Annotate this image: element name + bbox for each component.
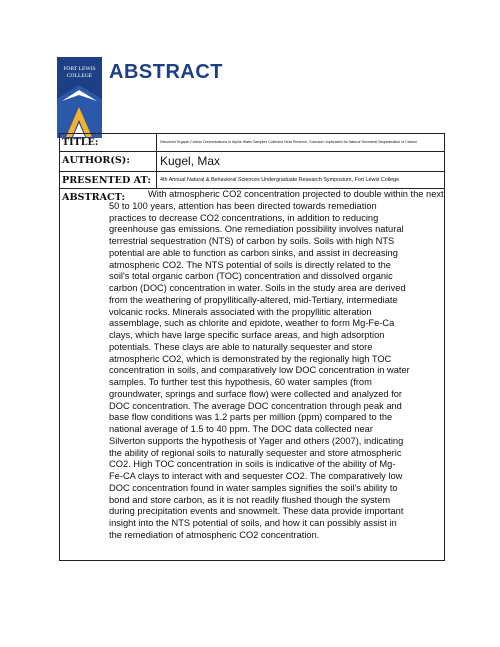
- abstract-line: practices to decrease CO2 concentrations, in addition to reducing: [109, 212, 379, 223]
- abstract-line: clays, which have large specific surface areas, and high adsorption: [109, 330, 385, 340]
- abstract-line: soil's total organic carbon (TOC) concentration and dissolved organic: [109, 271, 393, 282]
- abstract-line: terrestrial sequestration (NTS) of carbon by soils. Soils with high NTS: [109, 236, 395, 246]
- abstract-form-table: [59, 133, 445, 561]
- title-label: TITLE:: [60, 134, 157, 151]
- abstract-line: bond and store carbon, as it is not readily flushed though the system: [109, 494, 391, 505]
- abstract-line: potentials. These clays are able to naturally sequester and store: [109, 341, 373, 352]
- presented-at-row: [60, 172, 444, 189]
- abstract-line: With atmospheric CO2 concentration projected to double within the next: [148, 189, 444, 199]
- abstract-line: from the weathering of propyllitically-altered, mid-Tertiary, intermediate: [109, 294, 398, 305]
- abstract-lines: [109, 189, 444, 542]
- abstract-line: potential are able to function as carbon sinks, and assist in decreasing: [109, 247, 398, 258]
- abstract-line: DOC concentration found in water samples signifies the soil's ability to: [109, 482, 398, 493]
- page-title: ABSTRACT: [109, 61, 223, 83]
- abstract-line: CO2. High TOC concentration in soils is indicative of the ability of Mg-: [109, 459, 396, 470]
- abstract-label: ABSTRACT:: [62, 192, 126, 203]
- title-row: [60, 134, 444, 152]
- abstract-line: assemblage, such as chlorite and epidote, weather to form Mg-Fe-Ca: [109, 318, 395, 329]
- abstract-line: carbon (DOC) concentration in water. Soils in the study area are derived: [109, 283, 406, 293]
- abstract-line: groundwater, springs and surface flow) were collected and analyzed for: [109, 388, 403, 399]
- abstract-body: [60, 188, 444, 548]
- fort-lewis-college-logo: [57, 57, 102, 138]
- abstract-line: during precipitation events and snowmelt. These data provide important: [109, 506, 404, 517]
- abstract-line: insight into the NTS potential of soils, and how it can possibly assist in: [109, 518, 397, 528]
- author-row: [60, 152, 444, 172]
- abstract-line: DOC concentration. The average DOC concentration through peak and: [109, 400, 402, 411]
- author-label: AUTHOR(S):: [60, 152, 157, 171]
- logo-text: FORT LEWIS COLLEGE: [63, 66, 96, 79]
- author-value: Kugel, Max: [160, 154, 221, 168]
- presented-at-value: 4th Annual Natural & Behavioral Sciences Undergraduate Research Symposium, Fort Lewis College: [160, 177, 400, 183]
- presented-at-label: PRESENTED AT:: [60, 172, 157, 188]
- abstract-line: atmospheric CO2, which is demonstrated by the regionally high TOC: [109, 353, 392, 364]
- abstract-line: concentration in soils, and comparatively low DOC concentration in water: [109, 365, 410, 376]
- abstract-line: base flow conditions was 1.2 parts per million (ppm) compared to the: [109, 412, 393, 423]
- abstract-line: the ability of regional soils to naturally sequester and store atmospheric: [109, 447, 402, 458]
- abstract-line: volcanic rocks. Minerals associated with the propyllitic alteration: [109, 306, 372, 317]
- abstract-line: 50 to 100 years, attention has been directed towards remediation: [109, 200, 377, 211]
- abstract-line: the remediation of atmospheric CO2 concentration.: [109, 529, 320, 540]
- abstract-line: greenhouse gas emissions. One remediation possibility involves natural: [109, 224, 404, 235]
- abstract-line: national average of 1.5 to 40 ppm. The DOC data collected near: [109, 424, 373, 434]
- abstract-line: Fe-CA clays to interact with and sequester CO2. The comparatively low: [109, 471, 403, 481]
- abstract-line: atmospheric CO2. The NTS potential of soils is directly related to the: [109, 259, 391, 270]
- abstract-line: Silverton supports the hypothesis of Yager and others (2007), indicating: [109, 435, 404, 446]
- title-value: Dissolved Organic Carbon Concentrations in Alpine Water Samples Collected Near Silverton, Colorado: Implication for Natural Terrestrial Sequestration of Carbon: [160, 140, 418, 144]
- abstract-line: samples. To further test this hypothesis, 60 water samples (from: [109, 377, 372, 387]
